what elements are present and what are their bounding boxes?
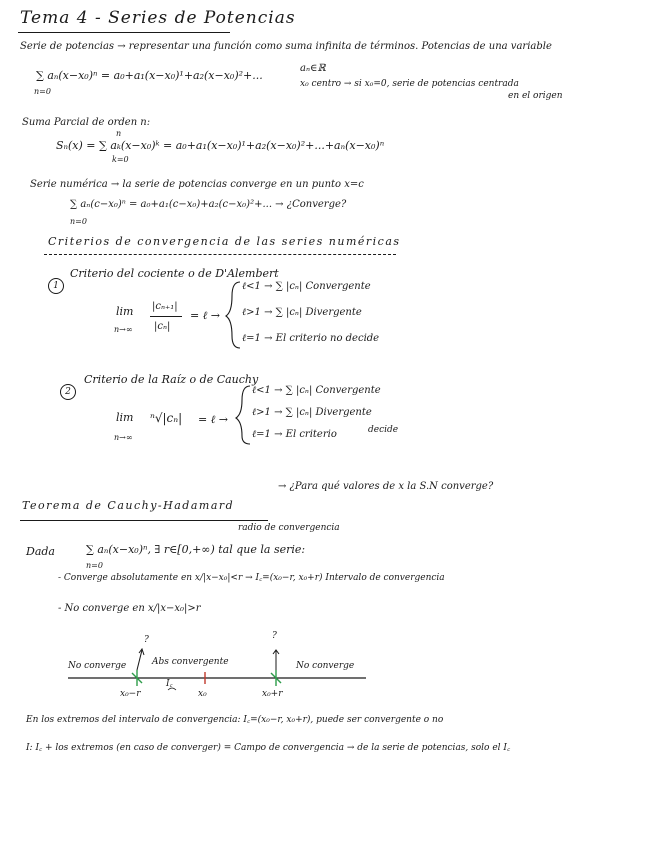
footer-extremes: En los extremos del intervalo de convergencia: I꜀=(x₀−r, x₀+r), puede ser convergente o no (26, 715, 444, 725)
diagram-tick-center: x₀ (198, 689, 207, 699)
partial-sup: n (116, 129, 122, 138)
theorem-given-formula: ∑ aₙ(x−x₀)ⁿ, ∃ r∈[0,+∞) tal que la serie: (86, 543, 306, 556)
theorem-given: Dada (26, 545, 55, 558)
diagram-interval-label: I꜀ (166, 679, 173, 689)
diagram-tick-left: x₀−r (120, 689, 141, 699)
diagram-tick-right: x₀+r (262, 689, 283, 699)
criterion-2-case-1: ℓ<1 → ∑ |cₙ| Convergente (252, 385, 381, 396)
theorem-question: → ¿Para qué valores de x la S.N converge? (278, 481, 494, 492)
page-title: Tema 4 - Series de Potencias (20, 8, 296, 28)
criterion-2-lim: lim (116, 411, 134, 424)
criterion-2-case-3-decide: decide (368, 425, 399, 435)
intro-cond-real: aₙ∈ℝ (300, 63, 326, 74)
criterion-2-case-2: ℓ>1 → ∑ |cₙ| Divergente (252, 407, 372, 418)
diagram-question-right: ? (272, 631, 277, 641)
criterion-2-root: ⁿ√|cₙ| (150, 411, 183, 425)
criterion-2-lim-sub: n→∞ (114, 433, 133, 442)
intro-formula: ∑ aₙ(x−x₀)ⁿ = a₀+a₁(x−x₀)¹+a₂(x−x₀)²+... (36, 69, 263, 82)
criterion-1-case-1: ℓ<1 → ∑ |cₙ| Convergente (242, 281, 371, 292)
intro-definition: Serie de potencias → representar una función como suma infinita de términos. Potencias de una variable (20, 41, 552, 52)
criterion-2-case-3: ℓ=1 → El criterio (252, 429, 337, 440)
intro-cond-origin: en el origen (508, 91, 563, 101)
theorem-bullet-diverge: - No converge en x/|x−x₀|>r (58, 603, 201, 614)
criterion-1-frac-den: |cₙ| (154, 321, 171, 332)
criterion-2-result: = ℓ → (198, 413, 229, 426)
criteria-heading: Criterios de convergencia de las series numéricas (48, 235, 401, 248)
theorem-heading: Teorema de Cauchy-Hadamard (22, 499, 235, 512)
numeric-line: Serie numérica → la serie de potencias converge en un punto x=c (30, 179, 364, 190)
diagram-question-left: ? (144, 635, 149, 645)
criterion-2-badge: 2 (60, 384, 76, 400)
criterion-1-case-3: ℓ=1 → El criterio no decide (242, 333, 380, 344)
footer-convergence-field: I: I꜀ + los extremos (en caso de converger) = Campo de convergencia → de la serie de potencias, solo el I꜀ (26, 743, 511, 753)
theorem-given-sub: n=0 (86, 561, 103, 570)
intro-cond-center: x₀ centro → si x₀=0, serie de potencias centrada (300, 79, 519, 89)
criterion-1-result: = ℓ → (190, 309, 221, 322)
criterion-1-frac-num: |cₙ₊₁| (152, 301, 178, 312)
criterion-1-case-2: ℓ>1 → ∑ |cₙ| Divergente (242, 307, 362, 318)
criterion-2-brace (236, 386, 250, 444)
criterion-1-badge: 1 (48, 278, 64, 294)
criterion-1-brace (226, 282, 240, 348)
criterion-1-lim: lim (116, 305, 134, 318)
theorem-radius-label: radio de convergencia (238, 523, 340, 533)
diagram-right-label: No converge (296, 661, 355, 671)
criterion-1-title: Criterio del cociente o de D'Alembert (70, 267, 279, 280)
numeric-sub: n=0 (70, 217, 87, 226)
criterion-1-lim-sub: n→∞ (114, 325, 133, 334)
diagram-mid-label: Abs convergente (152, 657, 229, 667)
diagram-left-label: No converge (68, 661, 127, 671)
partial-formula: Sₙ(x) = ∑ aₖ(x−x₀)ᵏ = a₀+a₁(x−x₀)¹+a₂(x−x₀)²+...+aₙ(x−x₀)ⁿ (56, 139, 385, 152)
criterion-2-title: Criterio de la Raíz o de Cauchy (84, 373, 259, 386)
theorem-bullet-converge: - Converge absolutamente en x/|x−x₀|<r → I꜀=(x₀−r, x₀+r) Intervalo de convergencia (58, 573, 445, 583)
partial-sub: k=0 (112, 155, 129, 164)
partial-heading: Suma Parcial de orden n: (22, 117, 151, 128)
intro-formula-sub: n=0 (34, 87, 51, 96)
numeric-formula: ∑ aₙ(c−x₀)ⁿ = a₀+a₁(c−x₀)+a₂(c−x₀)²+... → ¿Converge? (70, 199, 347, 210)
